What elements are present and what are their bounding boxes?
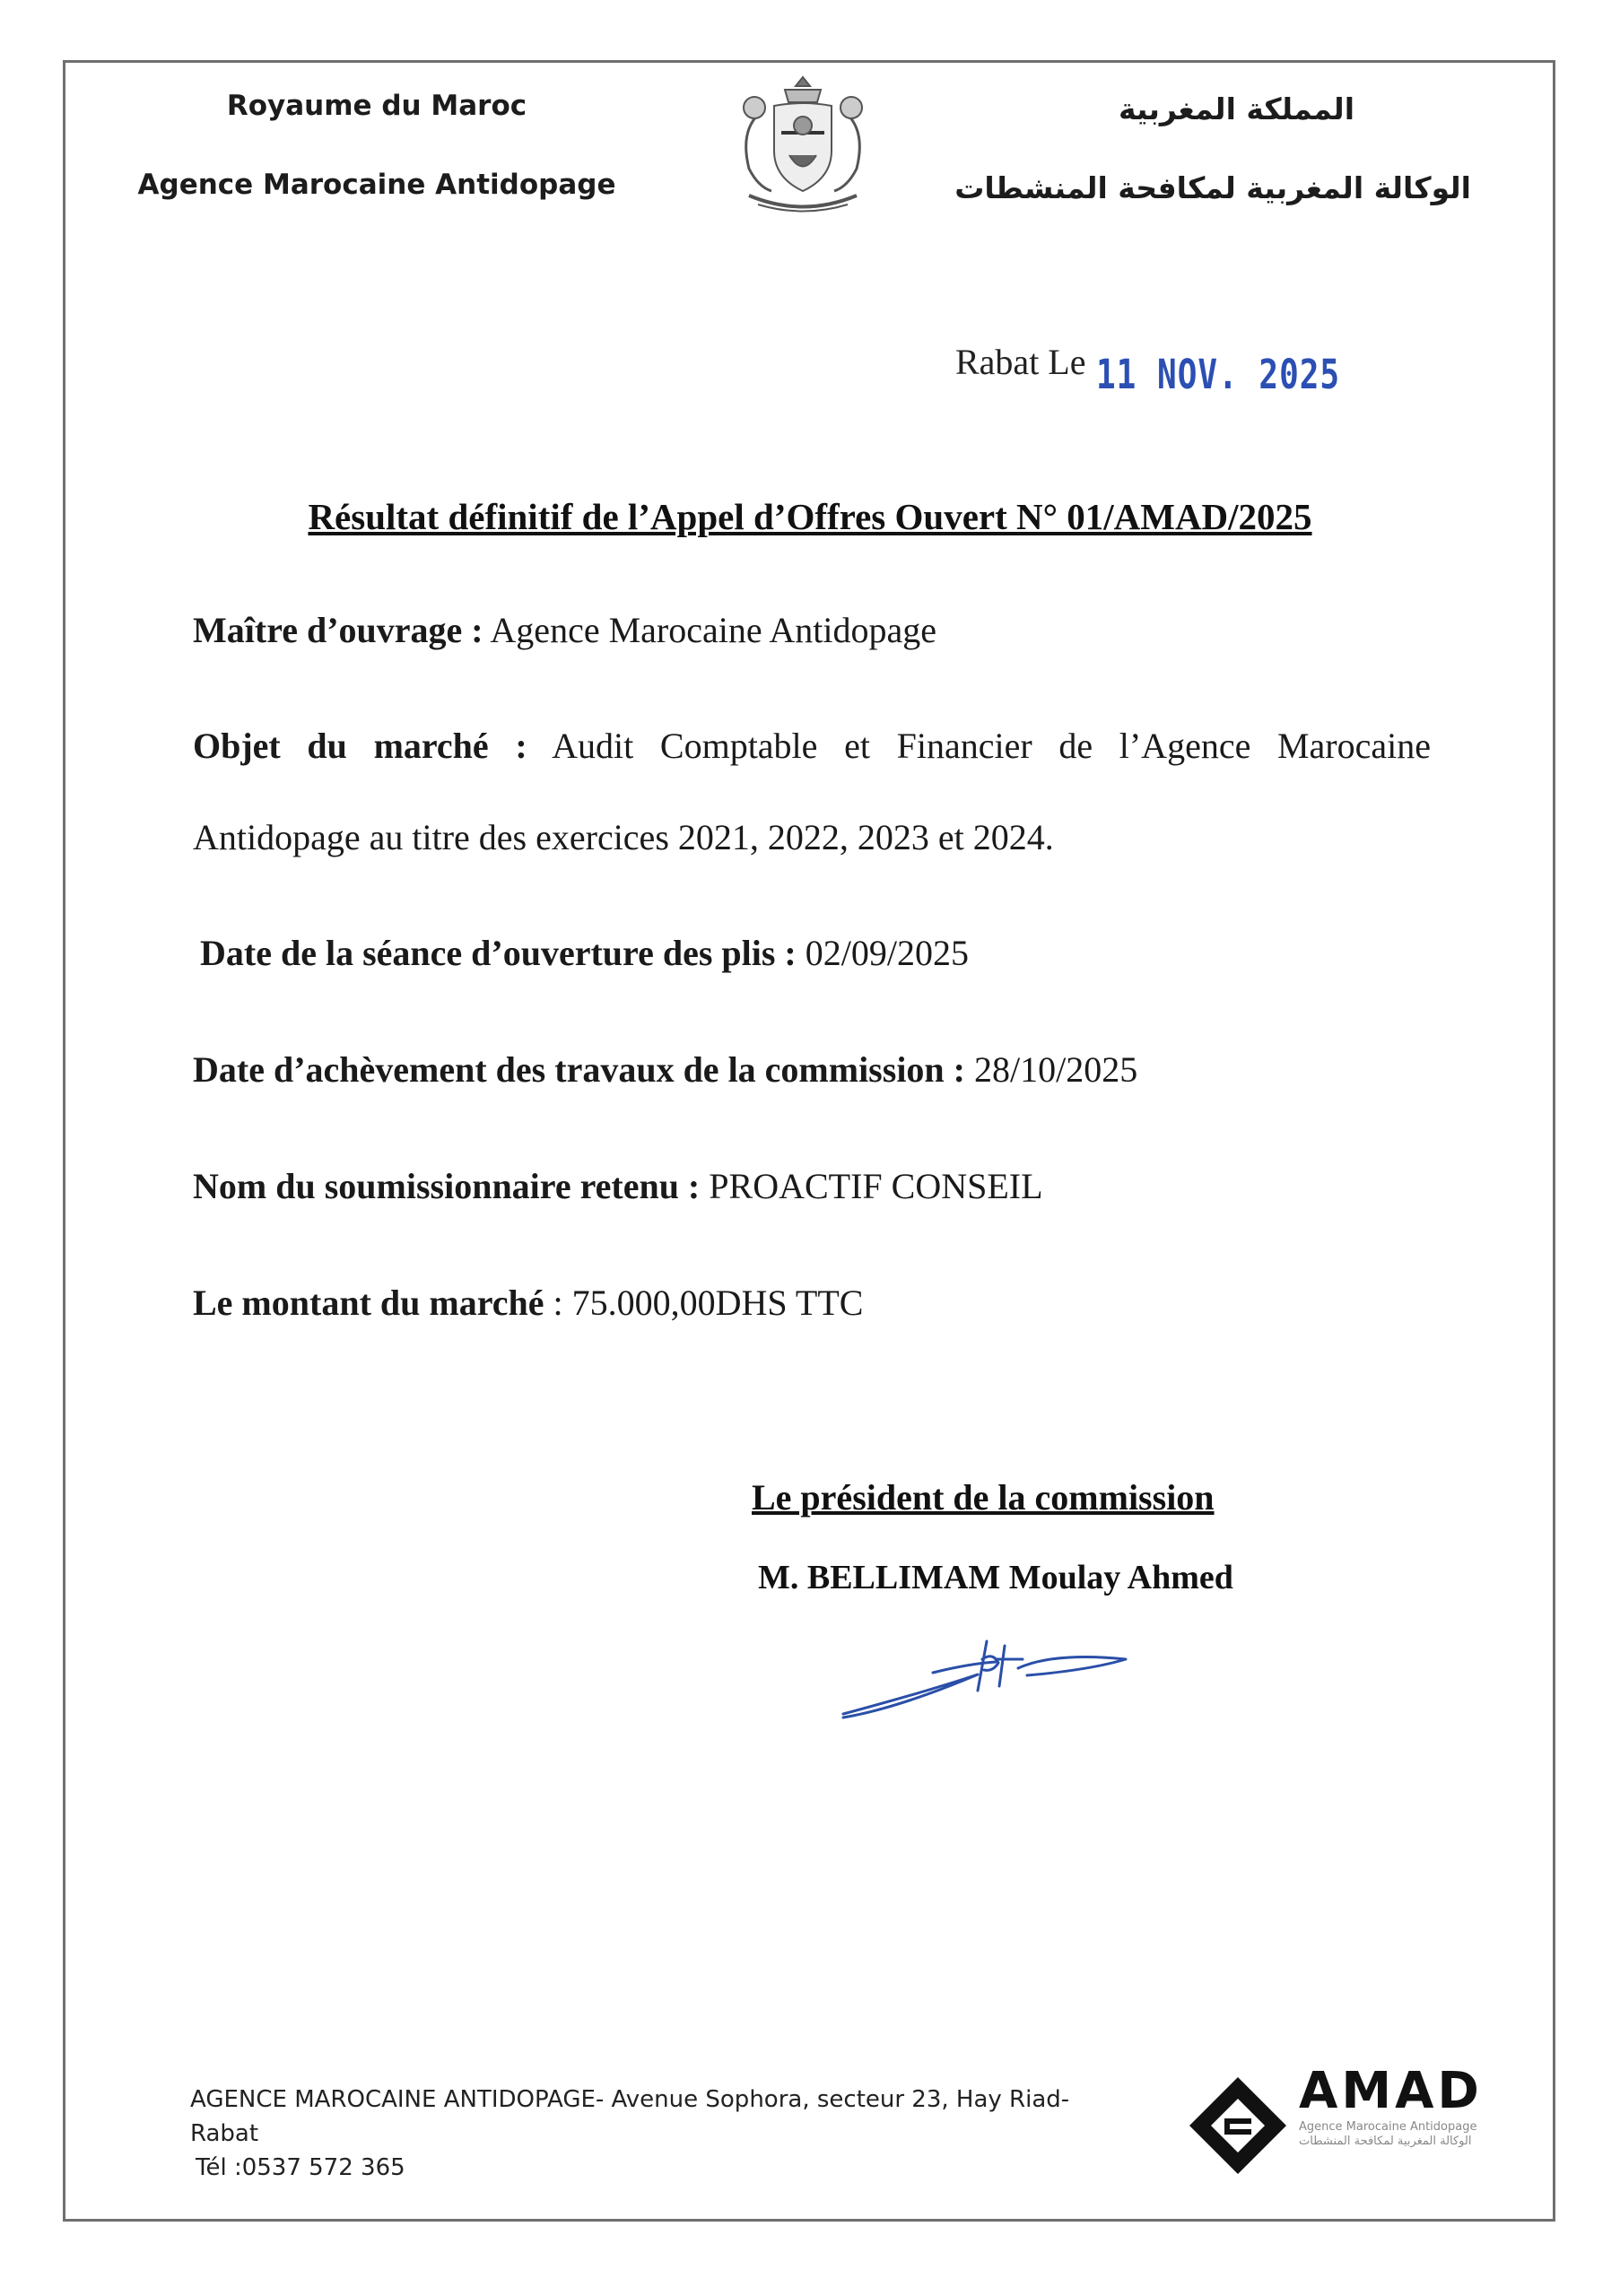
field-label: Date de la séance d’ouverture des plis :: [200, 933, 797, 973]
field-label: Objet du marché :: [193, 726, 527, 766]
header-kingdom-ar: المملكة المغربية: [1119, 91, 1354, 126]
field-date-ouverture: [200, 931, 1438, 976]
logo-subtitle-fr: Agence Marocaine Antidopage: [1299, 2120, 1477, 2134]
date-stamp: 11 NOV. 2025: [1096, 352, 1341, 399]
logo-wordmark: AMAD: [1299, 2062, 1483, 2120]
field-label: Maître d’ouvrage :: [193, 610, 483, 650]
field-value: 28/10/2025: [974, 1049, 1138, 1090]
amad-logo-text: [1299, 2063, 1550, 2149]
amad-logo-icon: [1184, 2072, 1292, 2179]
field-value: 02/09/2025: [805, 933, 969, 973]
document-title: Résultat définitif de l’Appel d’Offres Ouvert N° 01/AMAD/2025: [308, 496, 1312, 537]
field-montant: [193, 1281, 1431, 1326]
dateline-prefix: Rabat Le: [955, 342, 1086, 382]
handwritten-signature-icon: [834, 1623, 1139, 1731]
logo-subtitle-ar: الوكالة المغربية لمكافحة المنشطات: [1299, 2135, 1472, 2148]
field-label: Le montant du marché: [193, 1283, 544, 1323]
field-objet-marche: [193, 724, 1431, 769]
field-objet-marche-continued: [193, 815, 1431, 860]
field-value: Agence Marocaine Antidopage: [490, 610, 936, 650]
address-line: Rabat: [190, 2120, 259, 2147]
header-agency-fr: Agence Marocaine Antidopage: [137, 169, 616, 201]
signatory-name: M. BELLIMAM Moulay Ahmed: [758, 1559, 1233, 1596]
field-label: Nom du soumissionnaire retenu :: [193, 1166, 701, 1206]
field-value: Audit Comptable et Financier de l’Agence Marocaine: [552, 726, 1432, 766]
footer-address: [190, 2083, 1132, 2185]
address-line: AGENCE MAROCAINE ANTIDOPAGE- Avenue Sophora, secteur 23, Hay Riad-: [190, 2086, 1070, 2113]
header-kingdom-fr: Royaume du Maroc: [226, 90, 527, 122]
field-value: Antidopage au titre des exercices 2021, 2022, 2023 et 2024.: [193, 817, 1054, 857]
field-soumissionnaire: [193, 1164, 1431, 1209]
field-value: PROACTIF CONSEIL: [709, 1166, 1043, 1206]
royal-coat-of-arms-icon: [722, 70, 884, 222]
phone-number: Tél :0537 572 365: [196, 2154, 405, 2181]
header-agency-ar: الوكالة المغربية لمكافحة المنشطات: [954, 170, 1471, 205]
field-value: : 75.000,00DHS TTC: [553, 1283, 864, 1323]
signature-title: Le président de la commission: [752, 1477, 1215, 1518]
field-label: Date d’achèvement des travaux de la commission :: [193, 1049, 965, 1090]
field-maitre-ouvrage: [193, 608, 1431, 653]
field-date-achevement: [193, 1048, 1431, 1092]
